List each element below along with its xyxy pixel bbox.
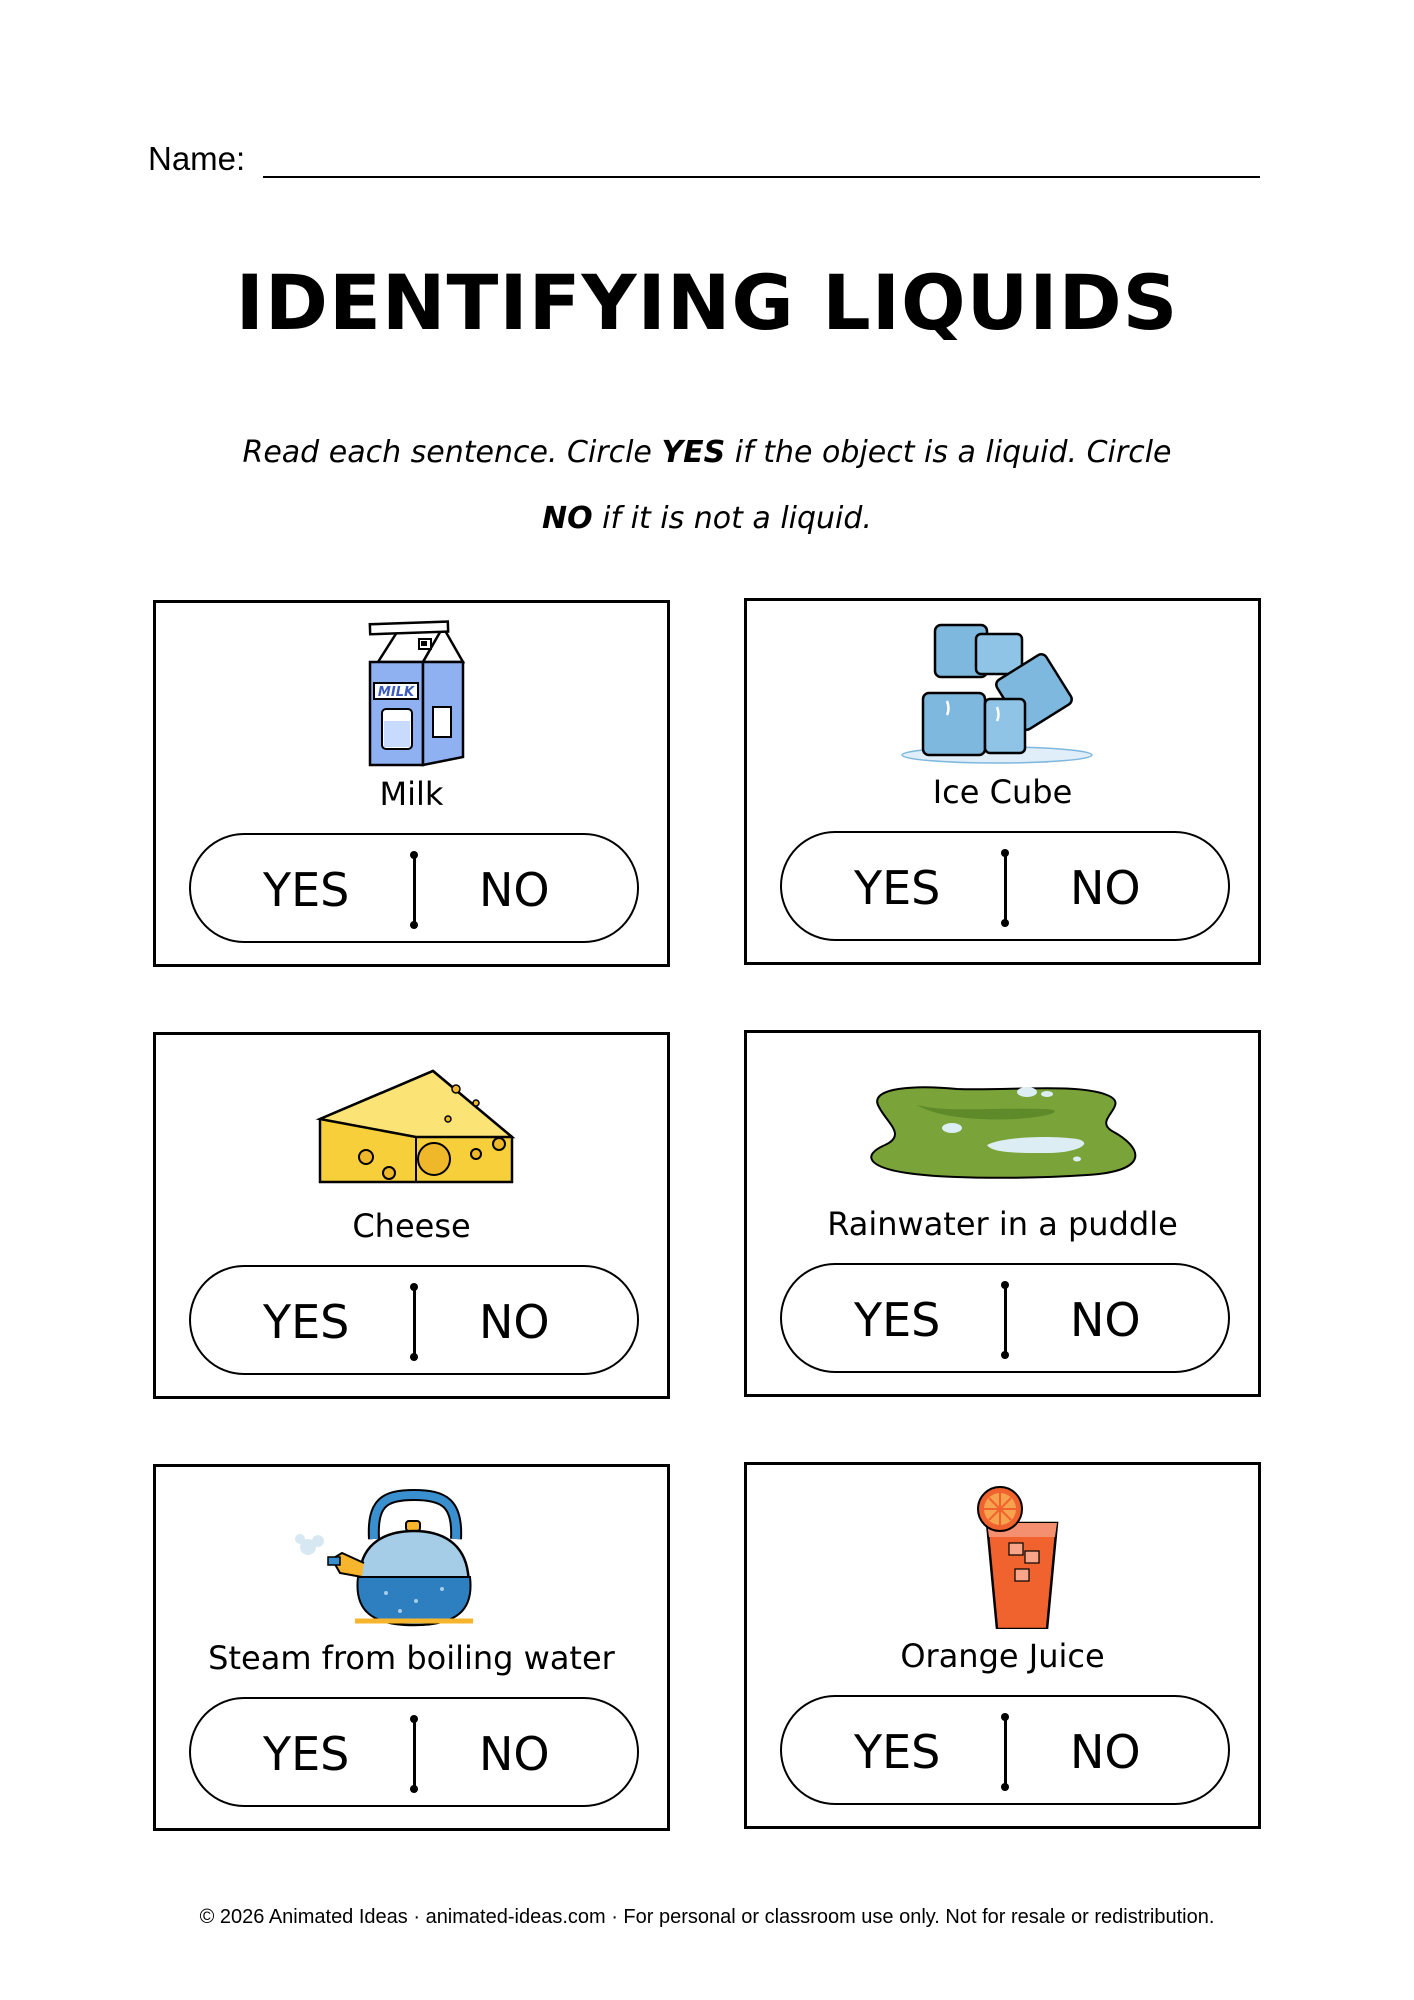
orange-juice-icon bbox=[747, 1479, 1258, 1629]
item-label: Cheese bbox=[352, 1207, 471, 1245]
milk-carton-icon bbox=[156, 617, 667, 767]
choice-divider bbox=[1004, 853, 1007, 923]
choice-divider bbox=[1004, 1285, 1007, 1355]
item-label: Milk bbox=[379, 775, 444, 813]
choice-divider bbox=[413, 855, 416, 925]
ice-cubes-icon bbox=[747, 615, 1258, 765]
yes-no-choice bbox=[189, 1265, 639, 1375]
yes-emphasis: YES bbox=[661, 435, 726, 470]
question-card-cheese bbox=[153, 1032, 670, 1399]
yes-option[interactable]: YES bbox=[854, 861, 941, 915]
item-label: Orange Juice bbox=[900, 1637, 1105, 1675]
no-option[interactable]: NO bbox=[1070, 1293, 1141, 1347]
yes-no-choice bbox=[780, 1263, 1230, 1373]
carton-text: MILK bbox=[377, 685, 415, 700]
choice-divider bbox=[1004, 1717, 1007, 1787]
no-option[interactable]: NO bbox=[1070, 1725, 1141, 1779]
name-label: Name: bbox=[148, 140, 246, 177]
yes-no-choice bbox=[780, 831, 1230, 941]
instructions: Read each sentence. Circle YES if the object is a liquid. Circle NO if it is not a liquid. bbox=[242, 435, 1172, 536]
item-label: Ice Cube bbox=[932, 773, 1073, 811]
yes-option[interactable]: YES bbox=[263, 1295, 350, 1349]
question-card-orange-juice bbox=[744, 1462, 1261, 1829]
yes-no-choice bbox=[189, 833, 639, 943]
choice-divider bbox=[413, 1719, 416, 1789]
yes-option[interactable]: YES bbox=[263, 1727, 350, 1781]
question-card-puddle bbox=[744, 1030, 1261, 1397]
worksheet-title: IDENTIFYING LIQUIDS bbox=[235, 258, 1179, 347]
question-card-milk bbox=[153, 600, 670, 967]
puddle-icon bbox=[747, 1047, 1258, 1197]
no-option[interactable]: NO bbox=[1070, 861, 1141, 915]
copyright-footer: © 2026 Animated Ideas · animated-ideas.com · For personal or classroom use only. Not for resale or redistribution. bbox=[199, 1906, 1215, 1928]
choice-divider bbox=[413, 1287, 416, 1357]
yes-option[interactable]: YES bbox=[263, 863, 350, 917]
no-emphasis: NO bbox=[542, 501, 593, 536]
yes-option[interactable]: YES bbox=[854, 1293, 941, 1347]
yes-option[interactable]: YES bbox=[854, 1725, 941, 1779]
no-option[interactable]: NO bbox=[479, 863, 550, 917]
question-card-ice-cube bbox=[744, 598, 1261, 965]
yes-no-choice bbox=[780, 1695, 1230, 1805]
yes-no-choice bbox=[189, 1697, 639, 1807]
no-option[interactable]: NO bbox=[479, 1727, 550, 1781]
name-field[interactable] bbox=[148, 140, 1260, 182]
question-card-steam bbox=[153, 1464, 670, 1831]
item-label: Steam from boiling water bbox=[208, 1639, 615, 1677]
no-option[interactable]: NO bbox=[479, 1295, 550, 1349]
cheese-icon bbox=[156, 1049, 667, 1199]
kettle-icon bbox=[156, 1481, 667, 1631]
item-label: Rainwater in a puddle bbox=[827, 1205, 1178, 1243]
name-line[interactable] bbox=[263, 176, 1260, 178]
